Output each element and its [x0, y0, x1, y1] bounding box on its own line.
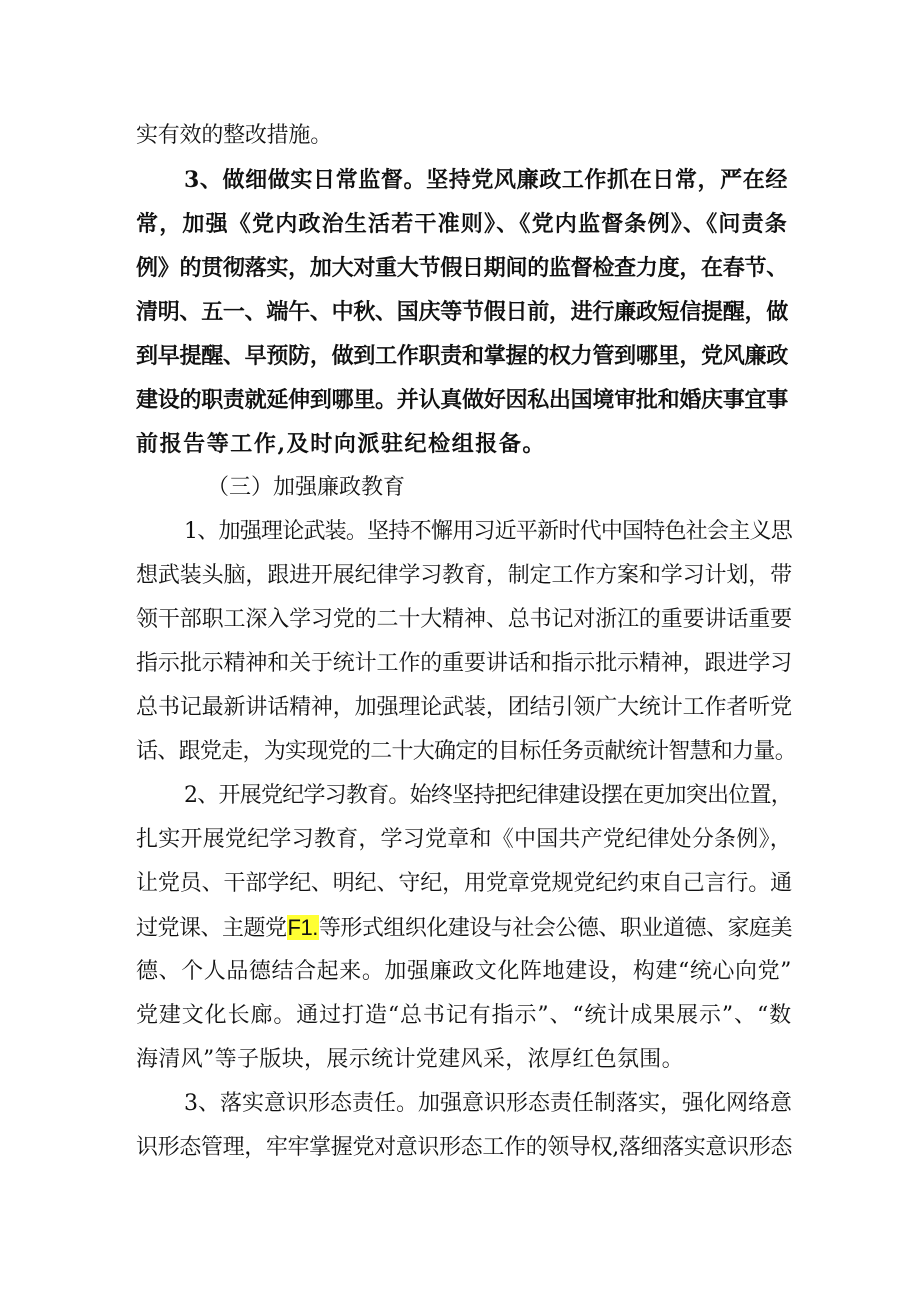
paragraph-line: 海清风”等子版块，展示统计党建风采，浓厚红色氛围。: [136, 1047, 684, 1072]
paragraph-line: 总书记最新讲话精神，加强理论武装，团结引领广大统计工作者听党: [136, 695, 792, 720]
line-text-after: 等形式组织化建设与社会公德、职业道德、家庭美: [318, 916, 792, 941]
paragraph-line: 德、个人品德结合起来。加强廉政文化阵地建设，构建“统心向党”: [136, 959, 792, 984]
paragraph-line: 扎实开展党纪学习教育，学习党章和《中国共产党纪律处分条例》，: [136, 827, 792, 852]
paragraph-line: 2、开展党纪学习教育。始终坚持把纪律建设摆在更加突出位置，: [184, 783, 792, 808]
paragraph-line: 领干部职工深入学习党的二十大精神、总书记对浙江的重要讲话重要: [136, 607, 792, 632]
section-heading: （三）加强廉政教育: [207, 475, 405, 500]
highlighted-marker: F1.: [287, 915, 318, 940]
paragraph-line-highlighted: [136, 908, 792, 948]
paragraph-line: 建设的职责就延伸到哪里。并认真做好因私出国境审批和婚庆事宜事: [136, 387, 788, 413]
paragraph-line: 想武装头脑，跟进开展纪律学习教育，制定工作方案和学习计划，带: [136, 563, 792, 588]
paragraph-line: 1、加强理论武装。坚持不懈用习近平新时代中国特色社会主义思: [184, 519, 792, 544]
paragraph-line: 前报告等工作,及时向派驻纪检组报备。: [136, 431, 546, 457]
paragraph-line: 到早提醒、早预防，做到工作职责和掌握的权力管到哪里，党风廉政: [136, 343, 788, 369]
paragraph-line: 3、落实意识形态责任。加强意识形态责任制落实，强化网络意: [184, 1091, 792, 1116]
paragraph-line: 清明、五一、端午、中秋、国庆等节假日前，进行廉政短信提醒，做: [136, 299, 788, 325]
paragraph-line: 实有效的整改措施。: [136, 123, 332, 148]
paragraph-line: 话、跟党走，为实现党的二十大确定的目标任务贡献统计智慧和力量。: [136, 739, 796, 764]
paragraph-line: 识形态管理，牢牢掌握党对意识形态工作的领导权,落细落实意识形态: [136, 1135, 792, 1160]
line-text-before: 过党课、主题党: [136, 916, 287, 941]
paragraph-line: 指示批示精神和关于统计工作的重要讲话和指示批示精神，跟进学习: [136, 651, 792, 676]
paragraph-line: 让党员、干部学纪、明纪、守纪，用党章党规党纪约束自己言行。通: [136, 871, 792, 896]
paragraph-line: 常，加强《党内政治生活若干准则》、《党内监督条例》、《问责条: [136, 211, 788, 237]
paragraph-line: 3、做细做实日常监督。坚持党风廉政工作抓在日常，严在经: [184, 167, 788, 193]
paragraph-line: 党建文化长廊。通过打造“总书记有指示”、“统计成果展示”、“数: [136, 1003, 792, 1028]
paragraph-line: 例》的贯彻落实，加大对重大节假日期间的监督检查力度，在春节、: [136, 255, 788, 281]
